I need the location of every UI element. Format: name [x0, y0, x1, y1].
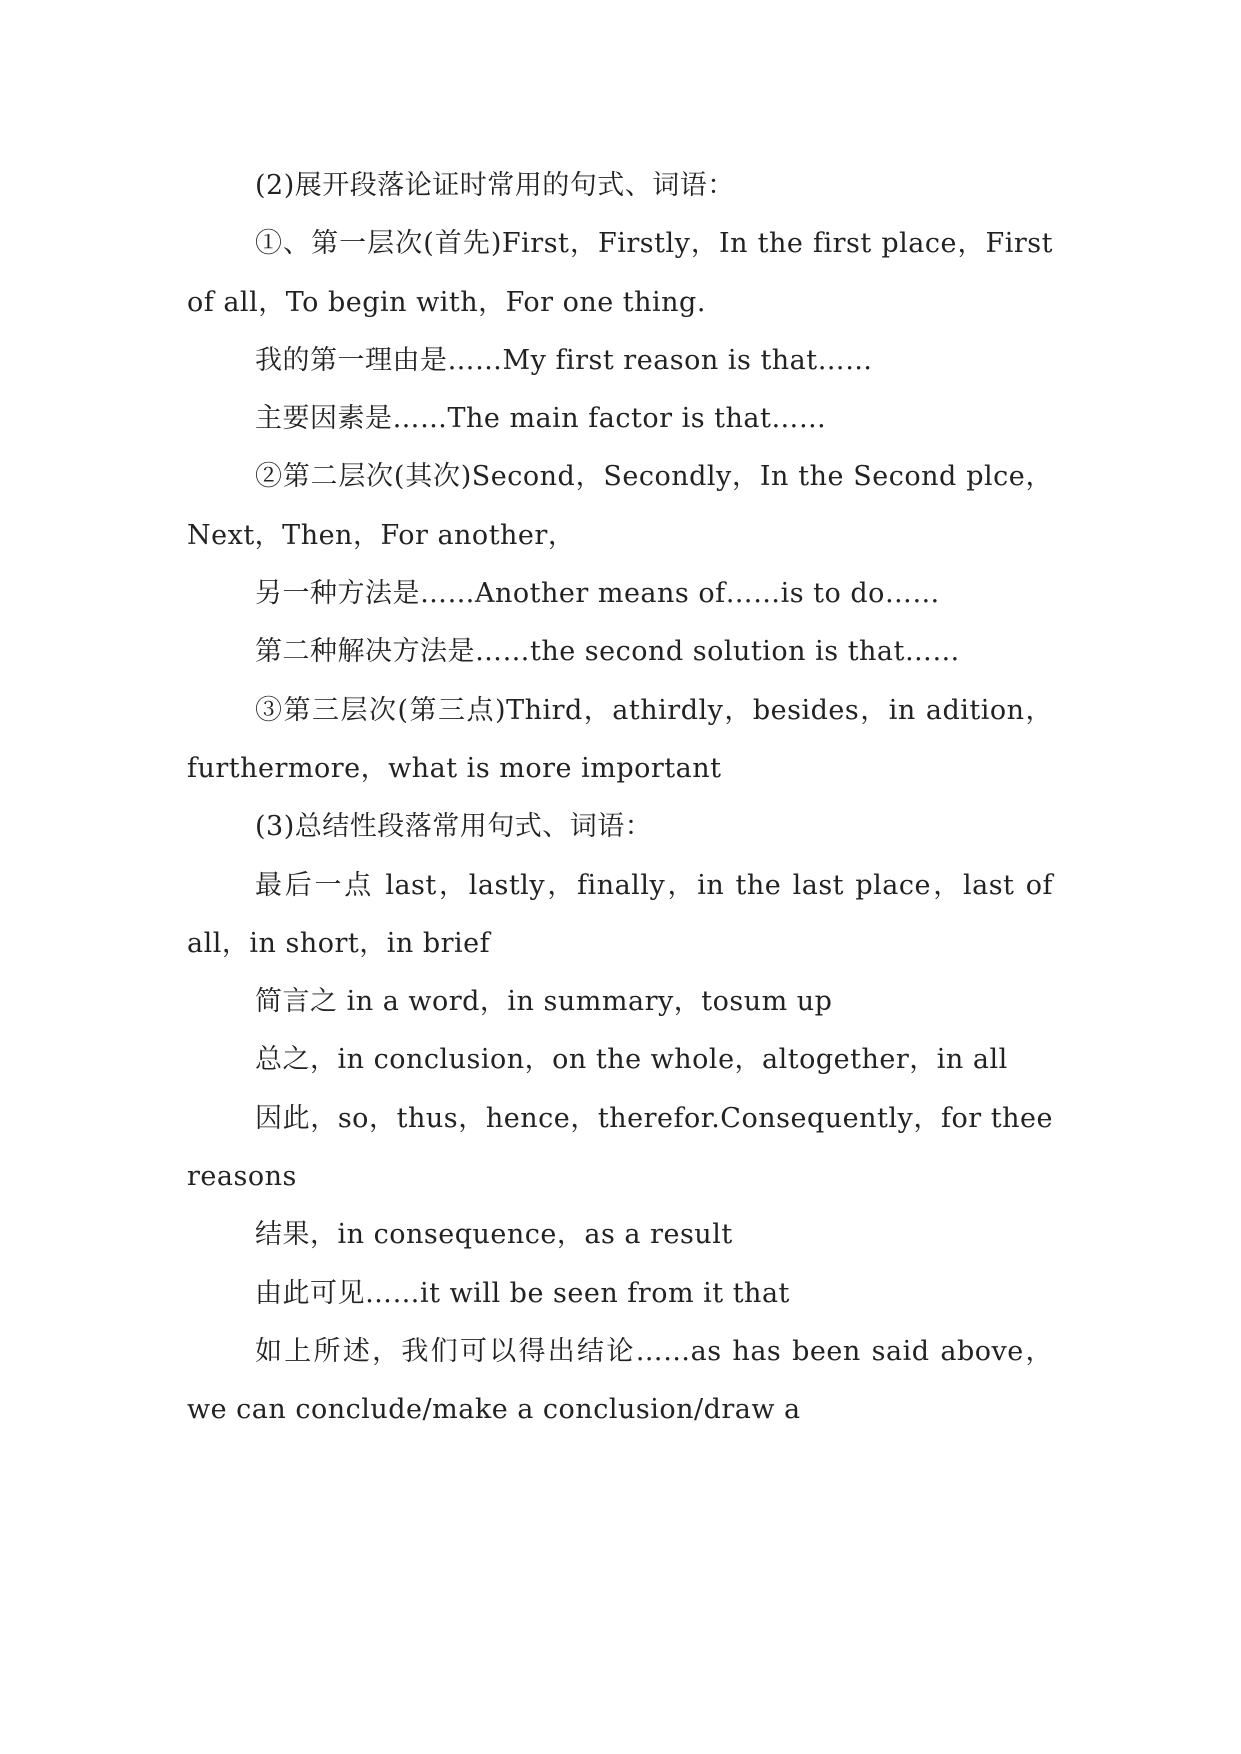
document-body [187, 157, 1053, 1440]
paragraph-second-solution: 第二种解决方法是……the second solution is that…… [255, 636, 960, 668]
paragraph-another-means: 另一种方法是……Another means of……is to do…… [255, 578, 940, 610]
paragraph-third-level: ③第三层次(第三点)Third，athirdly，besides，in adition，furthermore，what is more important [187, 694, 1053, 784]
paragraph-as-said-above: 如上所述，我们可以得出结论……as has been said above，we can conclude/make a conclusion/draw a [187, 1335, 1053, 1426]
paragraph-in-a-word: 简言之 in a word，in summary，tosum up [255, 986, 833, 1018]
paragraph-main-factor: 主要因素是……The main factor is that…… [255, 403, 827, 435]
paragraph-it-will-be-seen: 由此可见……it will be seen from it that [255, 1277, 790, 1309]
paragraph-first-level: ①、第一层次(首先)First，Firstly，In the first place，First of all，To begin with，For one thing. [187, 228, 1053, 318]
paragraph-heading-summary: (3)总结性段落常用句式、词语： [255, 811, 653, 843]
paragraph-therefore: 因此，so，thus，hence，therefor.Consequently，for thee reasons [187, 1102, 1053, 1193]
paragraph-second-level: ②第二层次(其次)Second，Secondly，In the Second plce，Next，Then，For another， [187, 461, 1053, 551]
paragraph-as-a-result: 结果，in consequence，as a result [255, 1219, 733, 1251]
paragraph-heading-argument: (2)展开段落论证时常用的句式、词语： [255, 170, 735, 201]
paragraph-in-conclusion: 总之，in conclusion，on the whole，altogether，in all [255, 1044, 1008, 1076]
paragraph-first-reason: 我的第一理由是……My first reason is that…… [255, 344, 873, 376]
paragraph-last-point: 最后一点 last，lastly，finally，in the last place，last of all，in short，in brief [187, 869, 1053, 959]
